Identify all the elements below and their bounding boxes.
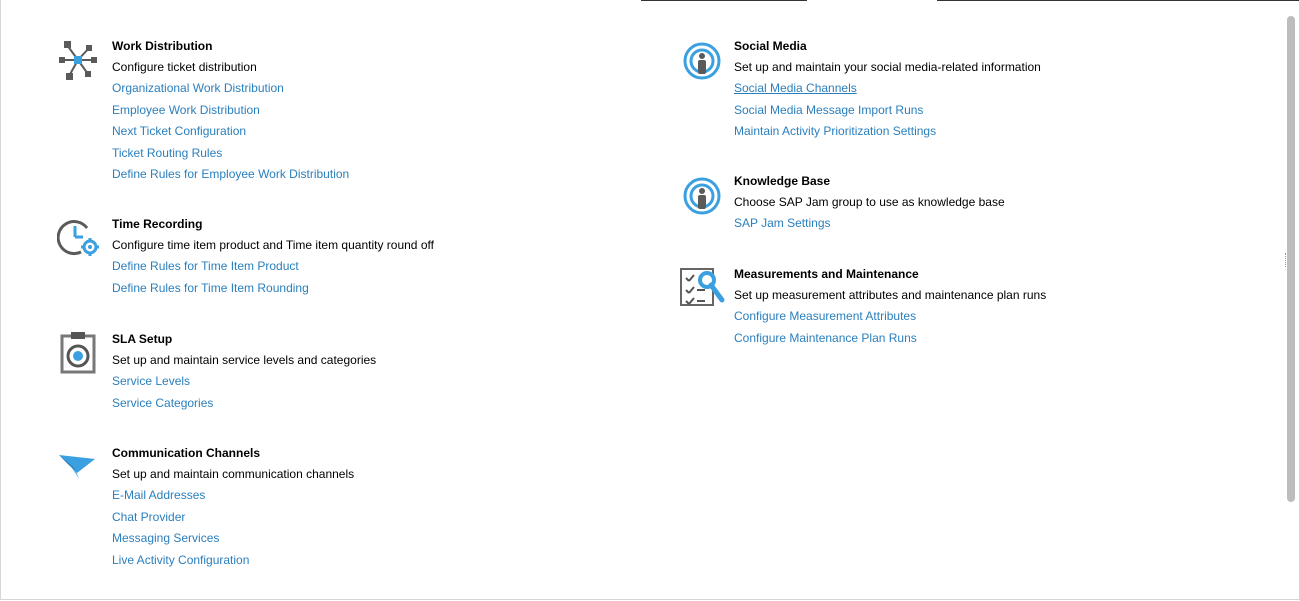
link-define-rules-employee-work-distribution[interactable]: Define Rules for Employee Work Distribution [112,166,350,181]
link-email-addresses[interactable]: E-Mail Addresses [112,488,206,503]
link-sap-jam-settings[interactable]: SAP Jam Settings [734,216,831,231]
section-communication-channels [57,445,617,568]
section-title: SLA Setup [112,332,173,346]
section-title: Time Recording [112,217,203,231]
link-employee-work-distribution[interactable]: Employee Work Distribution [112,102,260,117]
link-maintain-activity-prioritization-settings[interactable]: Maintain Activity Prioritization Settings [734,124,937,139]
section-title: Social Media [734,39,807,53]
section-description: Set up and maintain your social media-related information [734,60,1041,74]
section-description: Choose SAP Jam group to use as knowledge base [734,195,1005,209]
link-configure-measurement-attributes[interactable]: Configure Measurement Attributes [734,309,917,324]
link-configure-maintenance-plan-runs[interactable]: Configure Maintenance Plan Runs [734,330,917,345]
link-messaging-services[interactable]: Messaging Services [112,531,220,546]
link-chat-provider[interactable]: Chat Provider [112,509,186,524]
link-service-levels[interactable]: Service Levels [112,374,191,389]
broadcast-person-icon [679,38,721,82]
clipboard-target-icon [57,331,99,375]
link-service-categories[interactable]: Service Categories [112,395,214,410]
section-title: Communication Channels [112,446,261,460]
broadcast-person-icon [679,173,721,217]
section-measurements-maintenance [679,266,1239,346]
link-ticket-routing-rules[interactable]: Ticket Routing Rules [112,145,223,160]
link-organizational-work-distribution[interactable]: Organizational Work Distribution [112,81,284,96]
section-description: Configure time item product and Time item quantity round off [112,238,434,252]
link-define-rules-time-item-rounding[interactable]: Define Rules for Time Item Rounding [112,280,309,295]
section-social-media [679,38,1239,172]
link-live-activity-configuration[interactable]: Live Activity Configuration [112,552,250,567]
section-title: Knowledge Base [734,174,831,188]
section-title: Work Distribution [112,39,213,53]
top-border-segment [641,0,807,1]
top-border-segment [937,0,1299,1]
paper-plane-icon [57,445,99,489]
link-social-media-channels[interactable]: Social Media Channels [734,81,857,96]
clock-gear-icon [57,216,99,260]
section-title: Measurements and Maintenance [734,267,919,281]
section-sla-setup [57,331,617,444]
section-time-recording [57,216,617,330]
network-icon [57,38,99,82]
left-column [57,37,617,568]
link-define-rules-time-item-product[interactable]: Define Rules for Time Item Product [112,259,299,274]
right-column [679,37,1239,346]
link-social-media-message-import-runs[interactable]: Social Media Message Import Runs [734,102,924,117]
section-description: Set up and maintain communication channels [112,467,355,481]
section-description: Set up measurement attributes and maintenance plan runs [734,288,1047,302]
link-next-ticket-configuration[interactable]: Next Ticket Configuration [112,124,247,139]
section-description: Set up and maintain service levels and categories [112,353,377,367]
section-description: Configure ticket distribution [112,60,257,74]
resize-grip-icon[interactable] [1285,253,1289,267]
checklist-wrench-icon [679,266,721,310]
section-knowledge-base [679,173,1239,265]
section-work-distribution [57,38,617,215]
